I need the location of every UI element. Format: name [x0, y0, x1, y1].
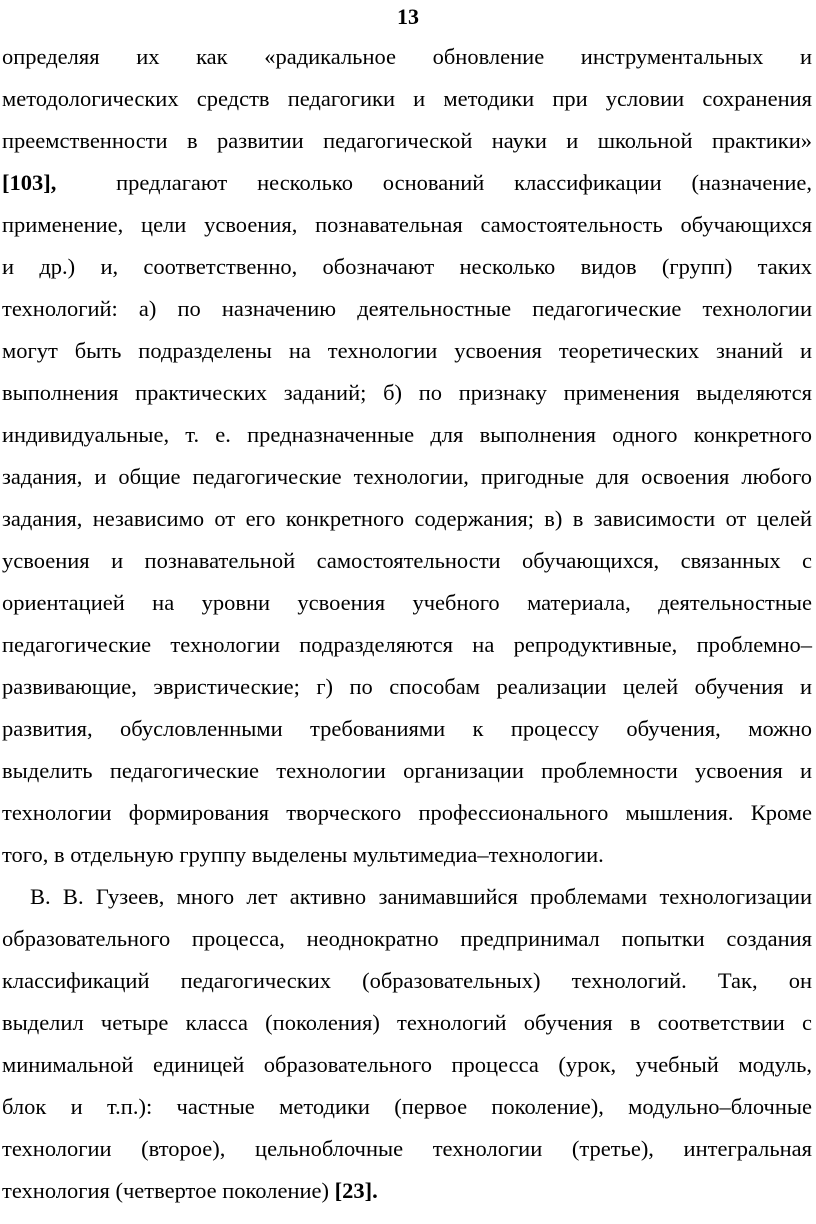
text-line: блок и т.п.): частные методики (первое поколение), модульно–блочные: [2, 1094, 812, 1119]
page-number: 13: [397, 4, 419, 29]
text-line: методологических средств педагогики и методики при условии сохранения: [2, 86, 812, 111]
text-line: могут быть подразделены на технологии усвоения теоретических знаний и: [2, 338, 812, 363]
text-line: преемственности в развитии педагогической науки и школьной практики»: [2, 128, 812, 153]
text-line: выделил четыре класса (поколения) технологий обучения в соответствии с: [2, 1010, 812, 1035]
text-line: педагогические технологии подразделяются на репродуктивные, проблемно–: [2, 632, 812, 657]
text-line: усвоения и познавательной самостоятельности обучающихся, связанных с: [2, 548, 812, 573]
paragraph-1: [2, 36, 812, 876]
text-line: технологии (второе), цельноблочные технологии (третье), интегральная: [2, 1136, 812, 1161]
text-line: того, в отдельную группу выделены мультимедиа–технологии.: [2, 842, 604, 867]
text-line: В. В. Гузеев, много лет активно занимавшийся проблемами технологизации: [30, 884, 812, 909]
text-line: технологии формирования творческого профессионального мышления. Кроме: [2, 800, 812, 825]
text-line-with-reference: [2, 1170, 812, 1212]
text-line: минимальной единицей образовательного процесса (урок, учебный модуль,: [2, 1052, 812, 1077]
text-line: задания, и общие педагогические технологии, пригодные для освоения любого: [2, 464, 812, 489]
text-line: ориентацией на уровни усвоения учебного материала, деятельностные: [2, 590, 812, 615]
text-line: выполнения практических заданий; б) по признаку применения выделяются: [2, 380, 812, 405]
text-line-start: технология (четвертое поколение): [2, 1178, 330, 1203]
text-line: классификаций педагогических (образовательных) технологий. Так, он: [2, 968, 812, 993]
text-line: определяя их как «радикальное обновление инструментальных и: [2, 44, 812, 69]
body-text: [2, 36, 812, 1212]
text-line: и др.) и, соответственно, обозначают несколько видов (групп) таких: [2, 254, 812, 279]
text-line-with-reference: [2, 162, 812, 204]
text-line: индивидуальные, т. е. предназначенные для выполнения одного конкретного: [2, 422, 812, 447]
text-line: развивающие, эвристические; г) по способам реализации целей обучения и: [2, 674, 812, 699]
citation-reference: [23].: [334, 1178, 378, 1203]
paragraph-2: [2, 876, 812, 1212]
text-line: развития, обусловленными требованиями к процессу обучения, можно: [2, 716, 812, 741]
text-line: образовательного процесса, неоднократно предпринимал попытки создания: [2, 926, 812, 951]
citation-reference: [103],: [2, 170, 57, 195]
text-line: выделить педагогические технологии организации проблемности усвоения и: [2, 758, 812, 783]
text-line: технологий: а) по назначению деятельностные педагогические технологии: [2, 296, 812, 321]
text-line-rest: предлагают несколько оснований классификации (назначение,: [116, 170, 813, 195]
text-line: задания, независимо от его конкретного содержания; в) в зависимости от целей: [2, 506, 812, 531]
text-line: применение, цели усвоения, познавательная самостоятельность обучающихся: [2, 212, 812, 237]
